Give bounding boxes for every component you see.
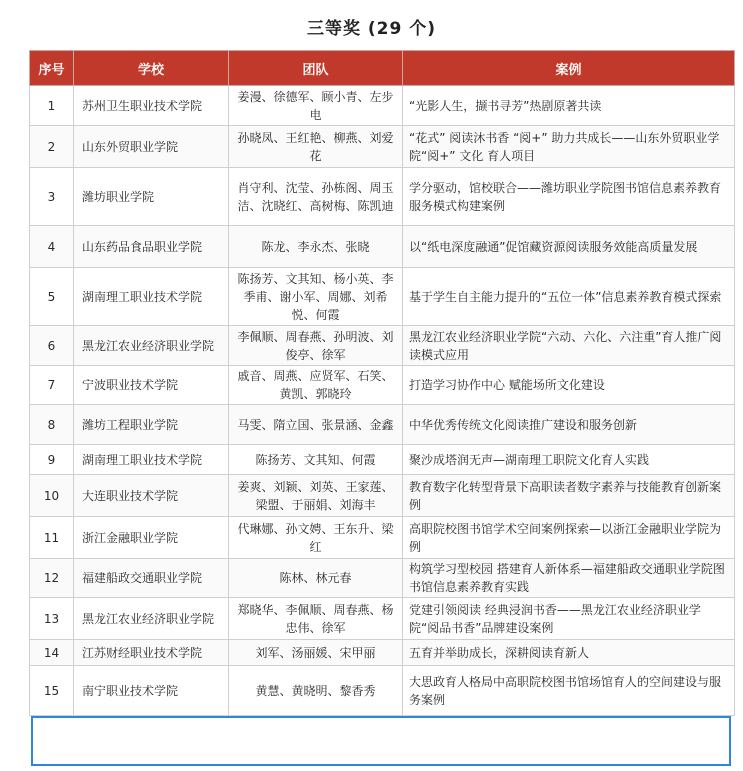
row-case: “光影人生，撷书寻芳”热剧原著共读	[403, 86, 735, 126]
row-number: 11	[30, 517, 74, 559]
table-row	[30, 405, 735, 445]
row-team: 刘军、汤丽媛、宋甲丽	[229, 640, 403, 666]
row-number: 12	[30, 559, 74, 598]
row-team: 李佩顺、周春燕、孙明波、刘俊亭、徐军	[229, 326, 403, 366]
row-highlight-box	[31, 716, 731, 766]
row-number: 8	[30, 405, 74, 445]
row-school: 潍坊职业学院	[74, 168, 229, 226]
row-case: 学分驱动，馆校联合——潍坊职业学院图书馆信息素养教育服务模式构建案例	[403, 168, 735, 226]
row-school: 福建船政交通职业学院	[74, 559, 229, 598]
row-case: 聚沙成塔润无声—湖南理工职院文化育人实践	[403, 445, 735, 475]
row-team: 陈扬芳、文其知、何霞	[229, 445, 403, 475]
row-team: 姜爽、刘颖、刘英、王家莲、梁盟、于丽娟、刘海丰	[229, 475, 403, 517]
row-case: 黑龙江农业经济职业学院“六动、六化、六注重”育人推广阅读模式应用	[403, 326, 735, 366]
row-case: “花式” 阅读沐书香 “阅+” 助力共成长——山东外贸职业学院“阅+” 文化 育人项目	[403, 126, 735, 168]
row-team: 陈龙、李永杰、张晓	[229, 226, 403, 268]
table-row	[30, 86, 735, 126]
row-school: 湖南理工职业技术学院	[74, 268, 229, 326]
row-number: 3	[30, 168, 74, 226]
row-school: 大连职业技术学院	[74, 475, 229, 517]
table-row	[30, 598, 735, 640]
table-row	[30, 168, 735, 226]
row-team: 代琳娜、孙文娉、王东升、梁红	[229, 517, 403, 559]
row-case: 党建引领阅读 经典浸润书香——黑龙江农业经济职业学院“阅品书香”品牌建设案例	[403, 598, 735, 640]
row-school: 浙江金融职业学院	[74, 517, 229, 559]
table-row	[30, 640, 735, 666]
row-case: 中华优秀传统文化阅读推广建设和服务创新	[403, 405, 735, 445]
row-number: 4	[30, 226, 74, 268]
row-number: 2	[30, 126, 74, 168]
row-case: 大思政育人格局中高职院校图书馆场馆育人的空间建设与服务案例	[403, 666, 735, 716]
table-row	[30, 666, 735, 716]
row-number: 7	[30, 366, 74, 405]
table-header-row	[30, 51, 735, 86]
row-case: 基于学生自主能力提升的“五位一体”信息素养教育模式探索	[403, 268, 735, 326]
row-number: 5	[30, 268, 74, 326]
row-school: 湖南理工职业技术学院	[74, 445, 229, 475]
row-case: 教育数字化转型背景下高职读者数字素养与技能教育创新案例	[403, 475, 735, 517]
table-row	[30, 226, 735, 268]
row-number: 9	[30, 445, 74, 475]
award-table	[29, 50, 735, 716]
col-header-team: 团队	[229, 51, 403, 86]
row-number: 13	[30, 598, 74, 640]
row-school: 南宁职业技术学院	[74, 666, 229, 716]
row-team: 陈扬芳、文其知、杨小英、李季甫、谢小军、周娜、刘希悦、何霞	[229, 268, 403, 326]
row-team: 陈林、林元春	[229, 559, 403, 598]
row-number: 14	[30, 640, 74, 666]
row-case: 高职院校图书馆学术空间案例探索—以浙江金融职业学院为例	[403, 517, 735, 559]
row-school: 江苏财经职业技术学院	[74, 640, 229, 666]
row-school: 苏州卫生职业技术学院	[74, 86, 229, 126]
row-team: 马雯、隋立国、张景涵、金鑫	[229, 405, 403, 445]
row-case: 构筑学习型校园 搭建育人新体系—福建船政交通职业学院图书馆信息素养教育实践	[403, 559, 735, 598]
row-case: 打造学习协作中心 赋能场所文化建设	[403, 366, 735, 405]
row-number: 10	[30, 475, 74, 517]
col-header-school: 学校	[74, 51, 229, 86]
row-school: 山东外贸职业学院	[74, 126, 229, 168]
table-row	[30, 517, 735, 559]
row-number: 1	[30, 86, 74, 126]
table-row	[30, 445, 735, 475]
row-school: 潍坊工程职业学院	[74, 405, 229, 445]
row-team: 孙晓凤、王红艳、柳燕、刘爱花	[229, 126, 403, 168]
row-team: 郑晓华、李佩顺、周春燕、杨忠伟、徐军	[229, 598, 403, 640]
row-team: 戚音、周燕、应贤军、石笑、黄凯、郭晓玲	[229, 366, 403, 405]
col-header-case: 案例	[403, 51, 735, 86]
col-header-number: 序号	[30, 51, 74, 86]
table-row	[30, 559, 735, 598]
table-row	[30, 475, 735, 517]
row-school: 宁波职业技术学院	[74, 366, 229, 405]
page-title: 三等奖 (29 个)	[306, 19, 437, 39]
table-row	[30, 366, 735, 405]
row-case: 五育并举助成长，深耕阅读育新人	[403, 640, 735, 666]
row-school: 黑龙江农业经济职业学院	[74, 598, 229, 640]
row-number: 15	[30, 666, 74, 716]
row-number: 6	[30, 326, 74, 366]
table-row	[30, 126, 735, 168]
row-team: 黄慧、黄晓明、黎香秀	[229, 666, 403, 716]
row-school: 山东药品食品职业学院	[74, 226, 229, 268]
row-case: 以“纸电深度融通”促馆藏资源阅读服务效能高质量发展	[403, 226, 735, 268]
row-team: 肖守利、沈莹、孙栋阁、周玉洁、沈晓红、高树梅、陈凯迪	[229, 168, 403, 226]
row-team: 姜漫、徐德军、顾小青、左步电	[229, 86, 403, 126]
table-row	[30, 326, 735, 366]
row-school: 黑龙江农业经济职业学院	[74, 326, 229, 366]
table-row	[30, 268, 735, 326]
